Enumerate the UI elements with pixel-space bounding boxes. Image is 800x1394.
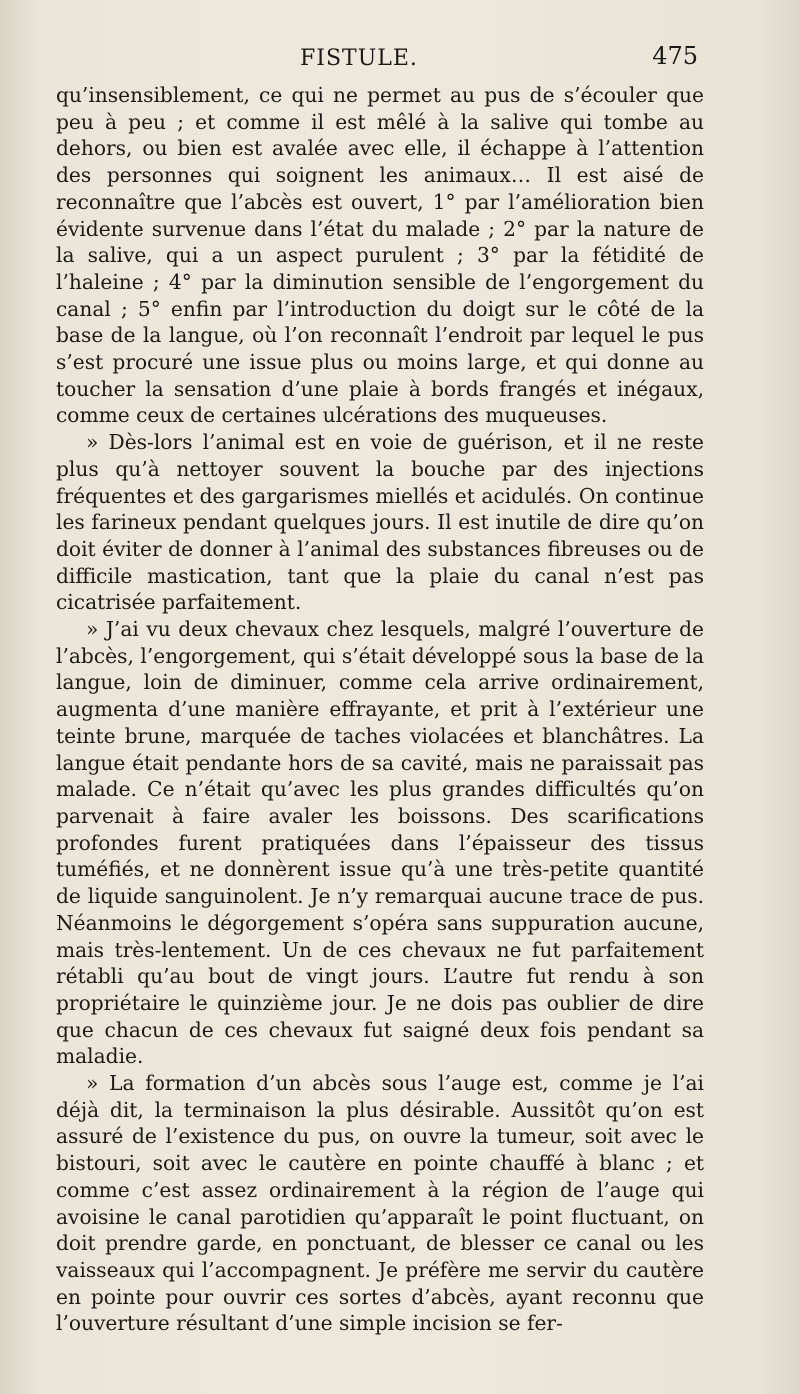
body-text [56,82,704,1337]
paragraph-two-horses: » J’ai vu deux chevaux chez lesquels, malgré l’ouverture de l’abcès, l’engorgement, qui s’était développé sous la base de la langue, loin de diminuer, comme cela arrive ordinairement, augmenta d’une manière effrayante, et prit à l’extérieur une teinte brune, marquée de taches violacées et blanchâtres. La langue était pendante hors de sa cavité, mais ne paraissait pas malade. Ce n’était qu’avec les plus grandes difficultés qu’on parvenait à faire avaler les boissons. Des scarifications profondes furent pratiquées dans l’épaisseur des tissus tuméfiés, et ne donnèrent issue qu’à une très-petite quantité de liquide sanguinolent. Je n’y remarquai aucune trace de pus. Néanmoins le dégorgement s’opéra sans suppuration aucune, mais très-lentement. Un de ces chevaux ne fut parfaitement rétabli qu’au bout de vingt jours. L’autre fut rendu à son propriétaire le quinzième jour. Je ne dois pas oublier de dire que chacun de ces chevaux fut saigné deux fois pendant sa maladie. [56,617,704,1069]
paragraph-healing: » Dès-lors l’animal est en voie de guérison, et il ne reste plus qu’à nettoyer souvent la bouche par des injections fréquentes et des gargarismes miellés et acidulés. On continue les farineux pendant quelques jours. Il est inutile de dire qu’on doit éviter de donner à l’animal des substances fibreuses ou de difficile mastication, tant que la plaie du canal n’est pas cicatrisée parfaitement. [56,430,704,615]
paragraph-continuation: qu’insensiblement, ce qui ne permet au pus de s’écouler que peu à peu ; et comme il est mêlé à la salive qui tombe au dehors, ou bien est avalée avec elle, il échappe à l’attention des personnes qui soignent les animaux… Il est aisé de reconnaître que l’abcès est ouvert, 1° par l’amélioration bien évidente survenue dans l’état du malade ; 2° par la nature de la salive, qui a un aspect purulent ; 3° par la fétidité de l’haleine ; 4° par la diminution sensible de l’engorgement du canal ; 5° enfin par l’introduction du doigt sur le côté de la base de la langue, où l’on reconnaît l’endroit par lequel le pus s’est procuré une issue plus ou moins large, et qui donne au toucher la sensation d’une plaie à bords frangés et inégaux, comme ceux de certaines ulcérations des muqueuses. [56,83,704,428]
paragraph-abscess-formation: » La formation d’un abcès sous l’auge est, comme je l’ai déjà dit, la terminaison la plus désirable. Aussitôt qu’on est assuré de l’existence du pus, on ouvre la tumeur, soit avec le bistouri, soit avec le cautère en pointe chauffé à blanc ; et comme c’est assez ordinairement à la région de l’auge qui avoisine le canal parotidien qu’apparaît le point fluctuant, on doit prendre garde, en ponctuant, de blesser ce canal ou les vaisseaux qui l’accompagnent. Je préfère me servir du cautère en pointe pour ouvrir ces sortes d’abcès, ayant reconnu que l’ouverture résultant d’une simple incision se fer- [56,1071,704,1336]
running-title: FISTULE. [300,46,418,71]
page-header [50,42,698,76]
page-number: 475 [652,42,698,70]
